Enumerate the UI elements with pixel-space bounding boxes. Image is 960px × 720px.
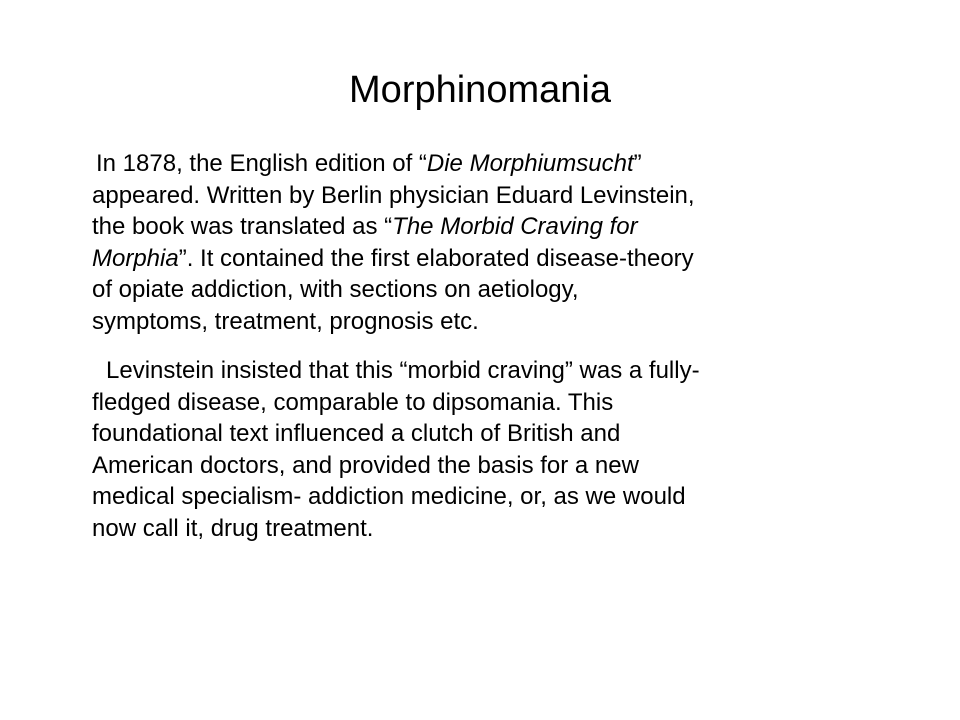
paragraph-1-line-2: appeared. Written by Berlin physician Eduard Levinstein,: [92, 181, 695, 209]
paragraph-2-line-6: now call it, drug treatment.: [92, 514, 374, 542]
paragraph-2: [92, 355, 912, 544]
paragraph-1-line-6: symptoms, treatment, prognosis etc.: [92, 307, 479, 335]
paragraph-1: [92, 148, 912, 337]
paragraph-2-line-1: Levinstein insisted that this “morbid craving” was a fully-: [106, 357, 700, 384]
paragraph-2-line-5: medical specialism- addiction medicine, or, as we would: [92, 483, 686, 510]
book-title-german: Die Morphiumsucht: [426, 150, 634, 177]
book-title-english-part-1: The Morbid Craving for: [392, 213, 638, 240]
slide-title: Morphinomania: [349, 69, 611, 111]
paragraph-1-line-4: Morphia”. It contained the first elaborated disease-theory: [92, 244, 694, 272]
paragraph-2-line-3: foundational text influenced a clutch of British and: [92, 420, 621, 447]
paragraph-1-line-5: of opiate addiction, with sections on aetiology,: [92, 276, 579, 303]
paragraph-2-line-2: fledged disease, comparable to dipsomania. This: [92, 388, 614, 416]
paragraph-1-line-1: In 1878, the English edition of “Die Morphiumsucht”: [96, 150, 642, 177]
slide-body: [92, 148, 912, 544]
paragraph-2-line-4: American doctors, and provided the basis for a new: [92, 451, 639, 479]
book-title-english-part-2: Morphia: [92, 244, 179, 272]
paragraph-1-line-3: the book was translated as “The Morbid Craving for: [92, 213, 638, 240]
